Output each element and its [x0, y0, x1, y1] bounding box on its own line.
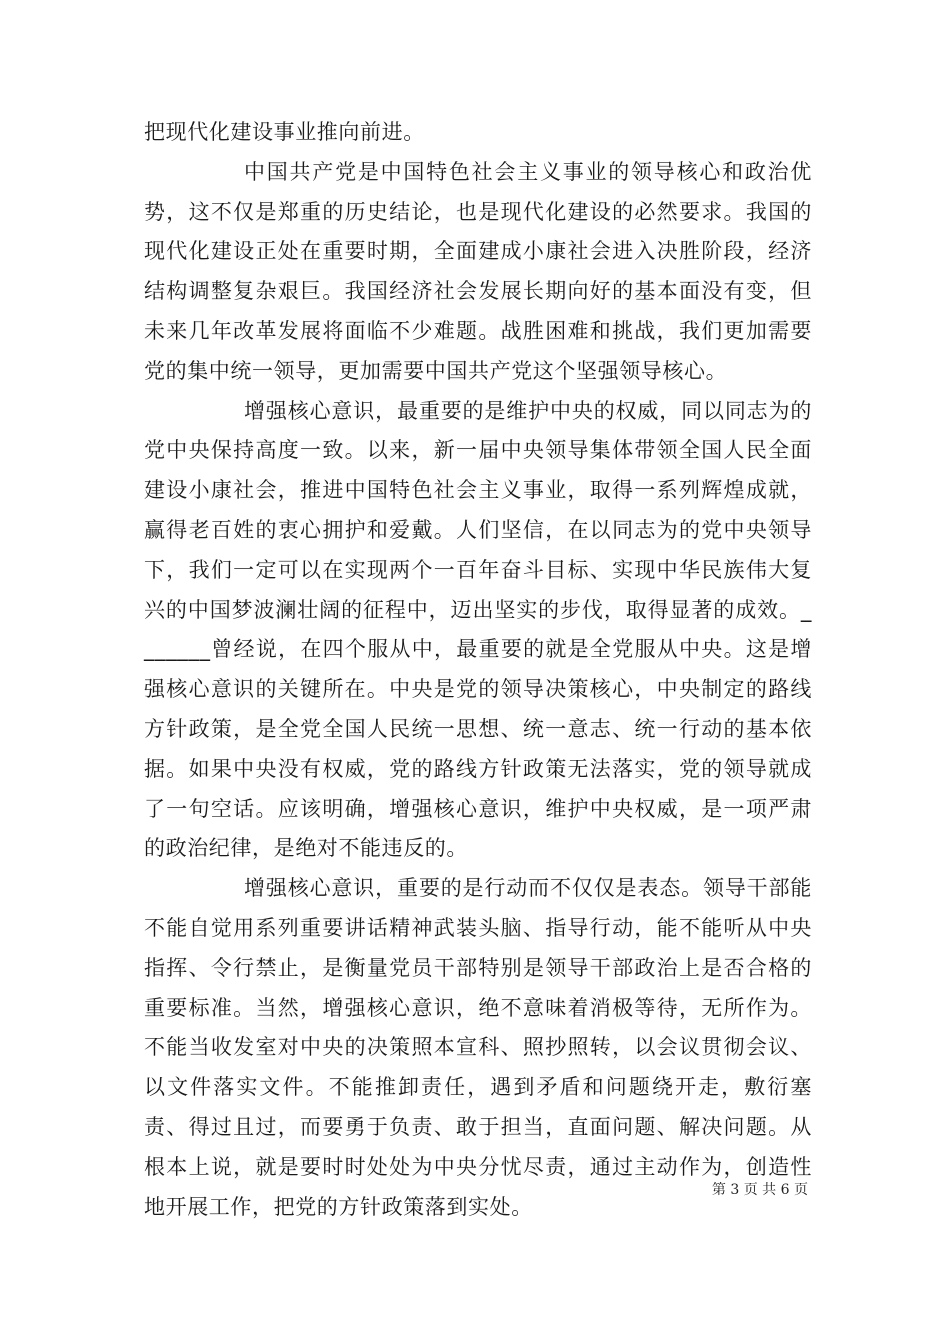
page-number-footer: 第 3 页 共 6 页	[711, 1182, 808, 1198]
paragraph-party-leadership-core: 中国共产党是中国特色社会主义事业的领导核心和政治优势，这不仅是郑重的历史结论，也是现代化建设的必然要求。我国的现代化建设正处在重要时期，全面建成小康社会进入决胜阶段，经济结构调整复杂艰巨。我国经济社会发展长期向好的基本面没有变，但未来几年改革发展将面临不少难题。战胜困难和挑战，我们更加需要党的集中统一领导，更加需要中国共产党这个坚强领导核心。	[144, 159, 812, 383]
paragraph-action-not-words: 增强核心意识，重要的是行动而不仅仅是表态。领导干部能不能自觉用系列重要讲话精神武装头脑、指导行动，能不能听从中央指挥、令行禁止，是衡量党员干部特别是领导干部政治上是否合格的重要标准。当然，增强核心意识，绝不意味着消极等待，无所作为。不能当收发室对中央的决策照本宣科、照抄照转，以会议贯彻会议、以文件落实文件。不能推卸责任，遇到矛盾和问题绕开走，敷衍塞责、得过且过，而要勇于负责、敢于担当，直面问题、解决问题。从根本上说，就是要时时处处为中央分忧尽责，通过主动作为，创造性地开展工作，把党的方针政策落到实处。	[144, 876, 812, 1219]
paragraph-central-authority: 增强核心意识，最重要的是维护中央的权威，同以同志为的党中央保持高度一致。以来，新一届中央领导集体带领全国人民全面建设小康社会，推进中国特色社会主义事业，取得一系列辉煌成就，赢得老百姓的衷心拥护和爱戴。人们坚信，在以同志为的党中央领导下，我们一定可以在实现两个一百年奋斗目标、实现中华民族伟大复兴的中国梦波澜壮阔的征程中，迈出坚实的步伐，取得显著的成效。_______曾经说，在四个服从中，最重要的就是全党服从中央。这是增强核心意识的关键所在。中央是党的领导决策核心，中央制定的路线方针政策，是全党全国人民统一思想、统一意志、统一行动的基本依据。如果中央没有权威，党的路线方针政策无法落实，党的领导就成了一句空话。应该明确，增强核心意识，维护中央权威，是一项严肃的政治纪律，是绝对不能违反的。	[144, 398, 812, 861]
document-body	[144, 113, 812, 1227]
paragraph-continuation: 把现代化建设事业推向前进。	[144, 120, 425, 144]
